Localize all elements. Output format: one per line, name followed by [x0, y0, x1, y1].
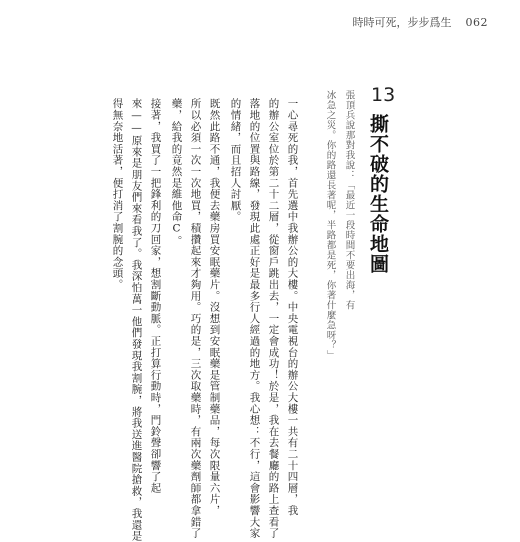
body-line: 的情緒，而且招人討厭。 [229, 98, 242, 223]
running-title: 時時可死，步步爲生 [352, 16, 452, 29]
page-number: 062 [465, 16, 488, 29]
body-line: 落地的位置與路線，發現此處正好是最多行人經過的地方。我心想：不行，這會影響大家 [248, 98, 261, 539]
epigraph-line: 張頂兵說那對我說：「最近一段時間不要出海，有 [343, 90, 355, 310]
running-header [353, 14, 489, 30]
body-line: 一心尋死的我，首先選中我辦公的大樓。中央電視台的辦公大樓一共有二十四層，我 [286, 98, 299, 517]
body-line: 的辦公室位於第二十二層，從窗戶跳出去，一定會成功！於是，我在去餐廳的路上查看了 [267, 98, 280, 539]
body-line: 接著，我買了一把鋒利的刀回家，想割斷動脈。正打算行動時，門鈴聲卻響了起 [149, 98, 162, 494]
body-line: 藥，給我的竟然是維他命C。 [170, 98, 183, 247]
chapter-number: 13 [371, 84, 396, 106]
epigraph-line: 冰急之災。你的路還長著呢，半路都是死，你著什麼急呀？」 [324, 90, 336, 360]
chapter-title: 撕不破的生命地圖 [367, 114, 389, 274]
body-line: 所以必須一次一次地買，積攢起來才夠用。巧的是，三次取藥時，有兩次藥劑師都拿錯了 [189, 98, 202, 539]
body-line: 既然此路不通，我便去藥房買安眠藥片。沒想到安眠藥是管制藥品，每次限量六片， [208, 98, 221, 517]
body-line: 得無奈地活著，便打消了割腕的念頭。 [111, 98, 124, 291]
body-line: 來——原來是朋友們來看我了。我深怕萬一他們發現我割腕，將我送進醫院搶救，我還是 [130, 98, 143, 542]
